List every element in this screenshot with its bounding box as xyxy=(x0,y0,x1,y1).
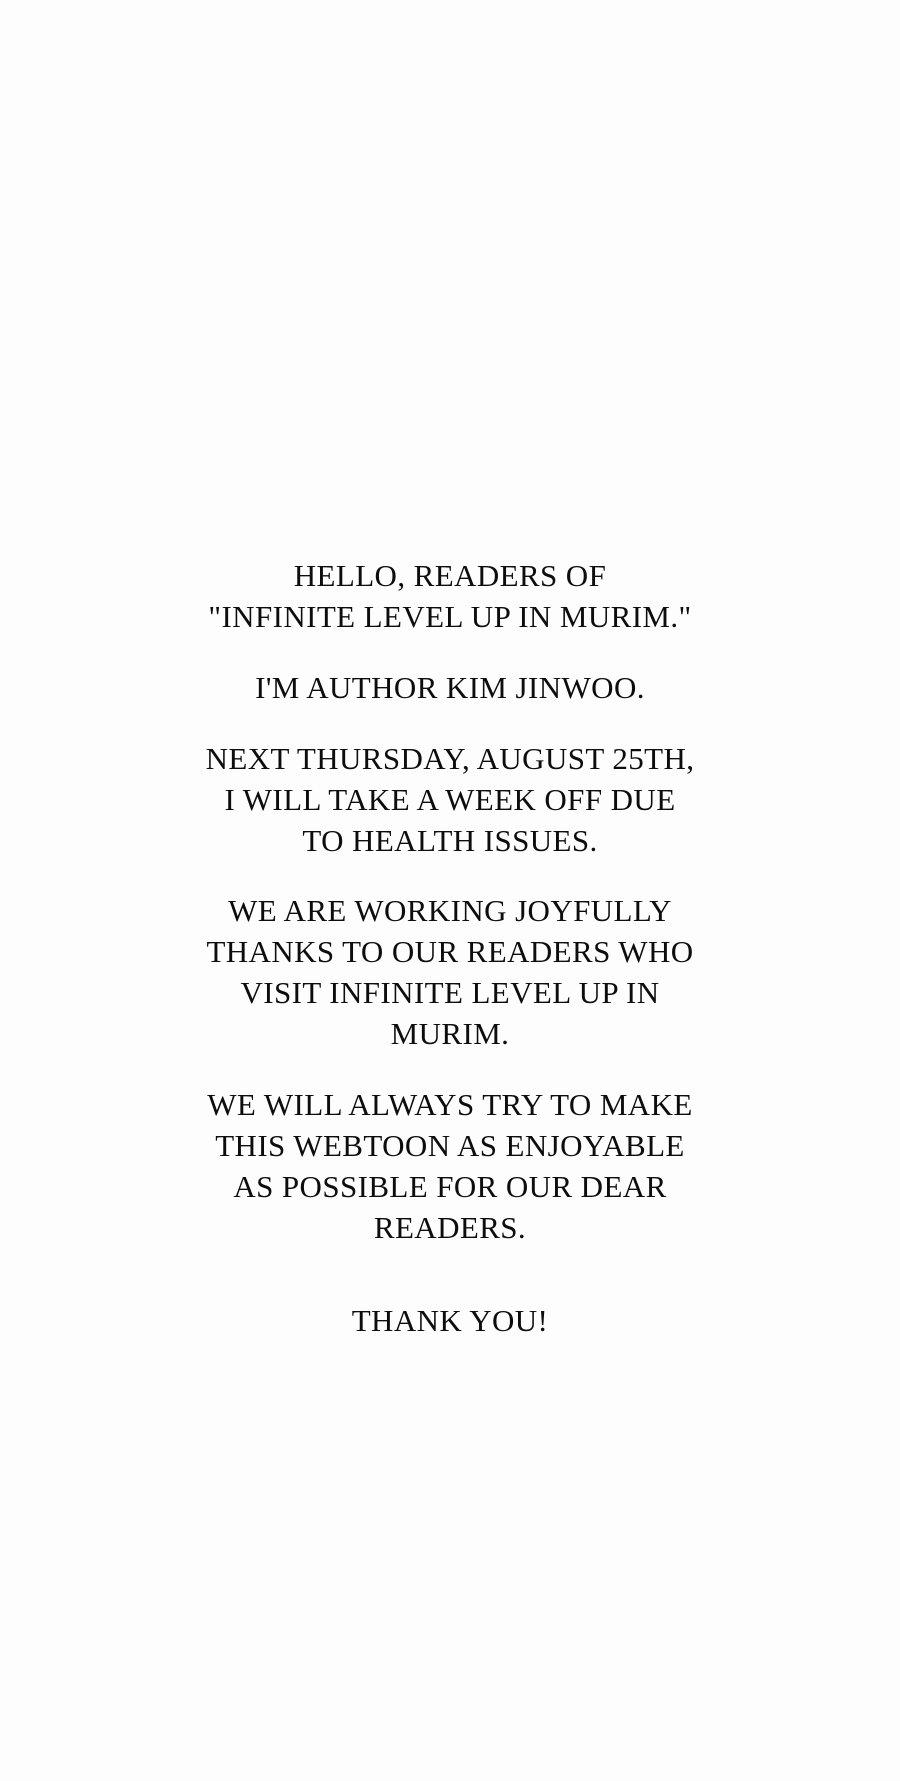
notice-line: TO HEALTH ISSUES. xyxy=(302,822,598,858)
notice-line: I'M AUTHOR KIM JINWOO. xyxy=(255,669,645,705)
paragraph-gratitude xyxy=(0,891,900,1055)
notice-line: "INFINITE LEVEL UP IN MURIM." xyxy=(208,598,692,634)
notice-line: HELLO, READERS OF xyxy=(293,558,607,593)
notice-line: I WILL TAKE A WEEK OFF DUE xyxy=(224,781,676,817)
notice-line: WE ARE WORKING JOYFULLY xyxy=(228,893,672,929)
notice-line: WE WILL ALWAYS TRY TO MAKE xyxy=(207,1087,693,1123)
paragraph-closing xyxy=(0,1301,900,1342)
notice-line: NEXT THURSDAY, AUGUST 25TH, xyxy=(205,740,695,776)
notice-line: AS POSSIBLE FOR OUR DEAR xyxy=(233,1168,667,1204)
notice-line: THIS WEBTOON AS ENJOYABLE xyxy=(215,1127,685,1163)
author-notice-text xyxy=(0,556,900,1342)
paragraph-promise xyxy=(0,1085,900,1249)
paragraph-greeting xyxy=(0,556,900,638)
notice-line: VISIT INFINITE LEVEL UP IN xyxy=(240,975,660,1011)
notice-line: MURIM. xyxy=(390,1016,510,1052)
paragraph-hiatus-announcement xyxy=(0,739,900,862)
paragraph-author-intro xyxy=(0,668,900,709)
notice-line: THANKS TO OUR READERS WHO xyxy=(206,934,694,970)
notice-line: THANK YOU! xyxy=(351,1302,549,1338)
notice-line: READERS. xyxy=(373,1209,527,1245)
